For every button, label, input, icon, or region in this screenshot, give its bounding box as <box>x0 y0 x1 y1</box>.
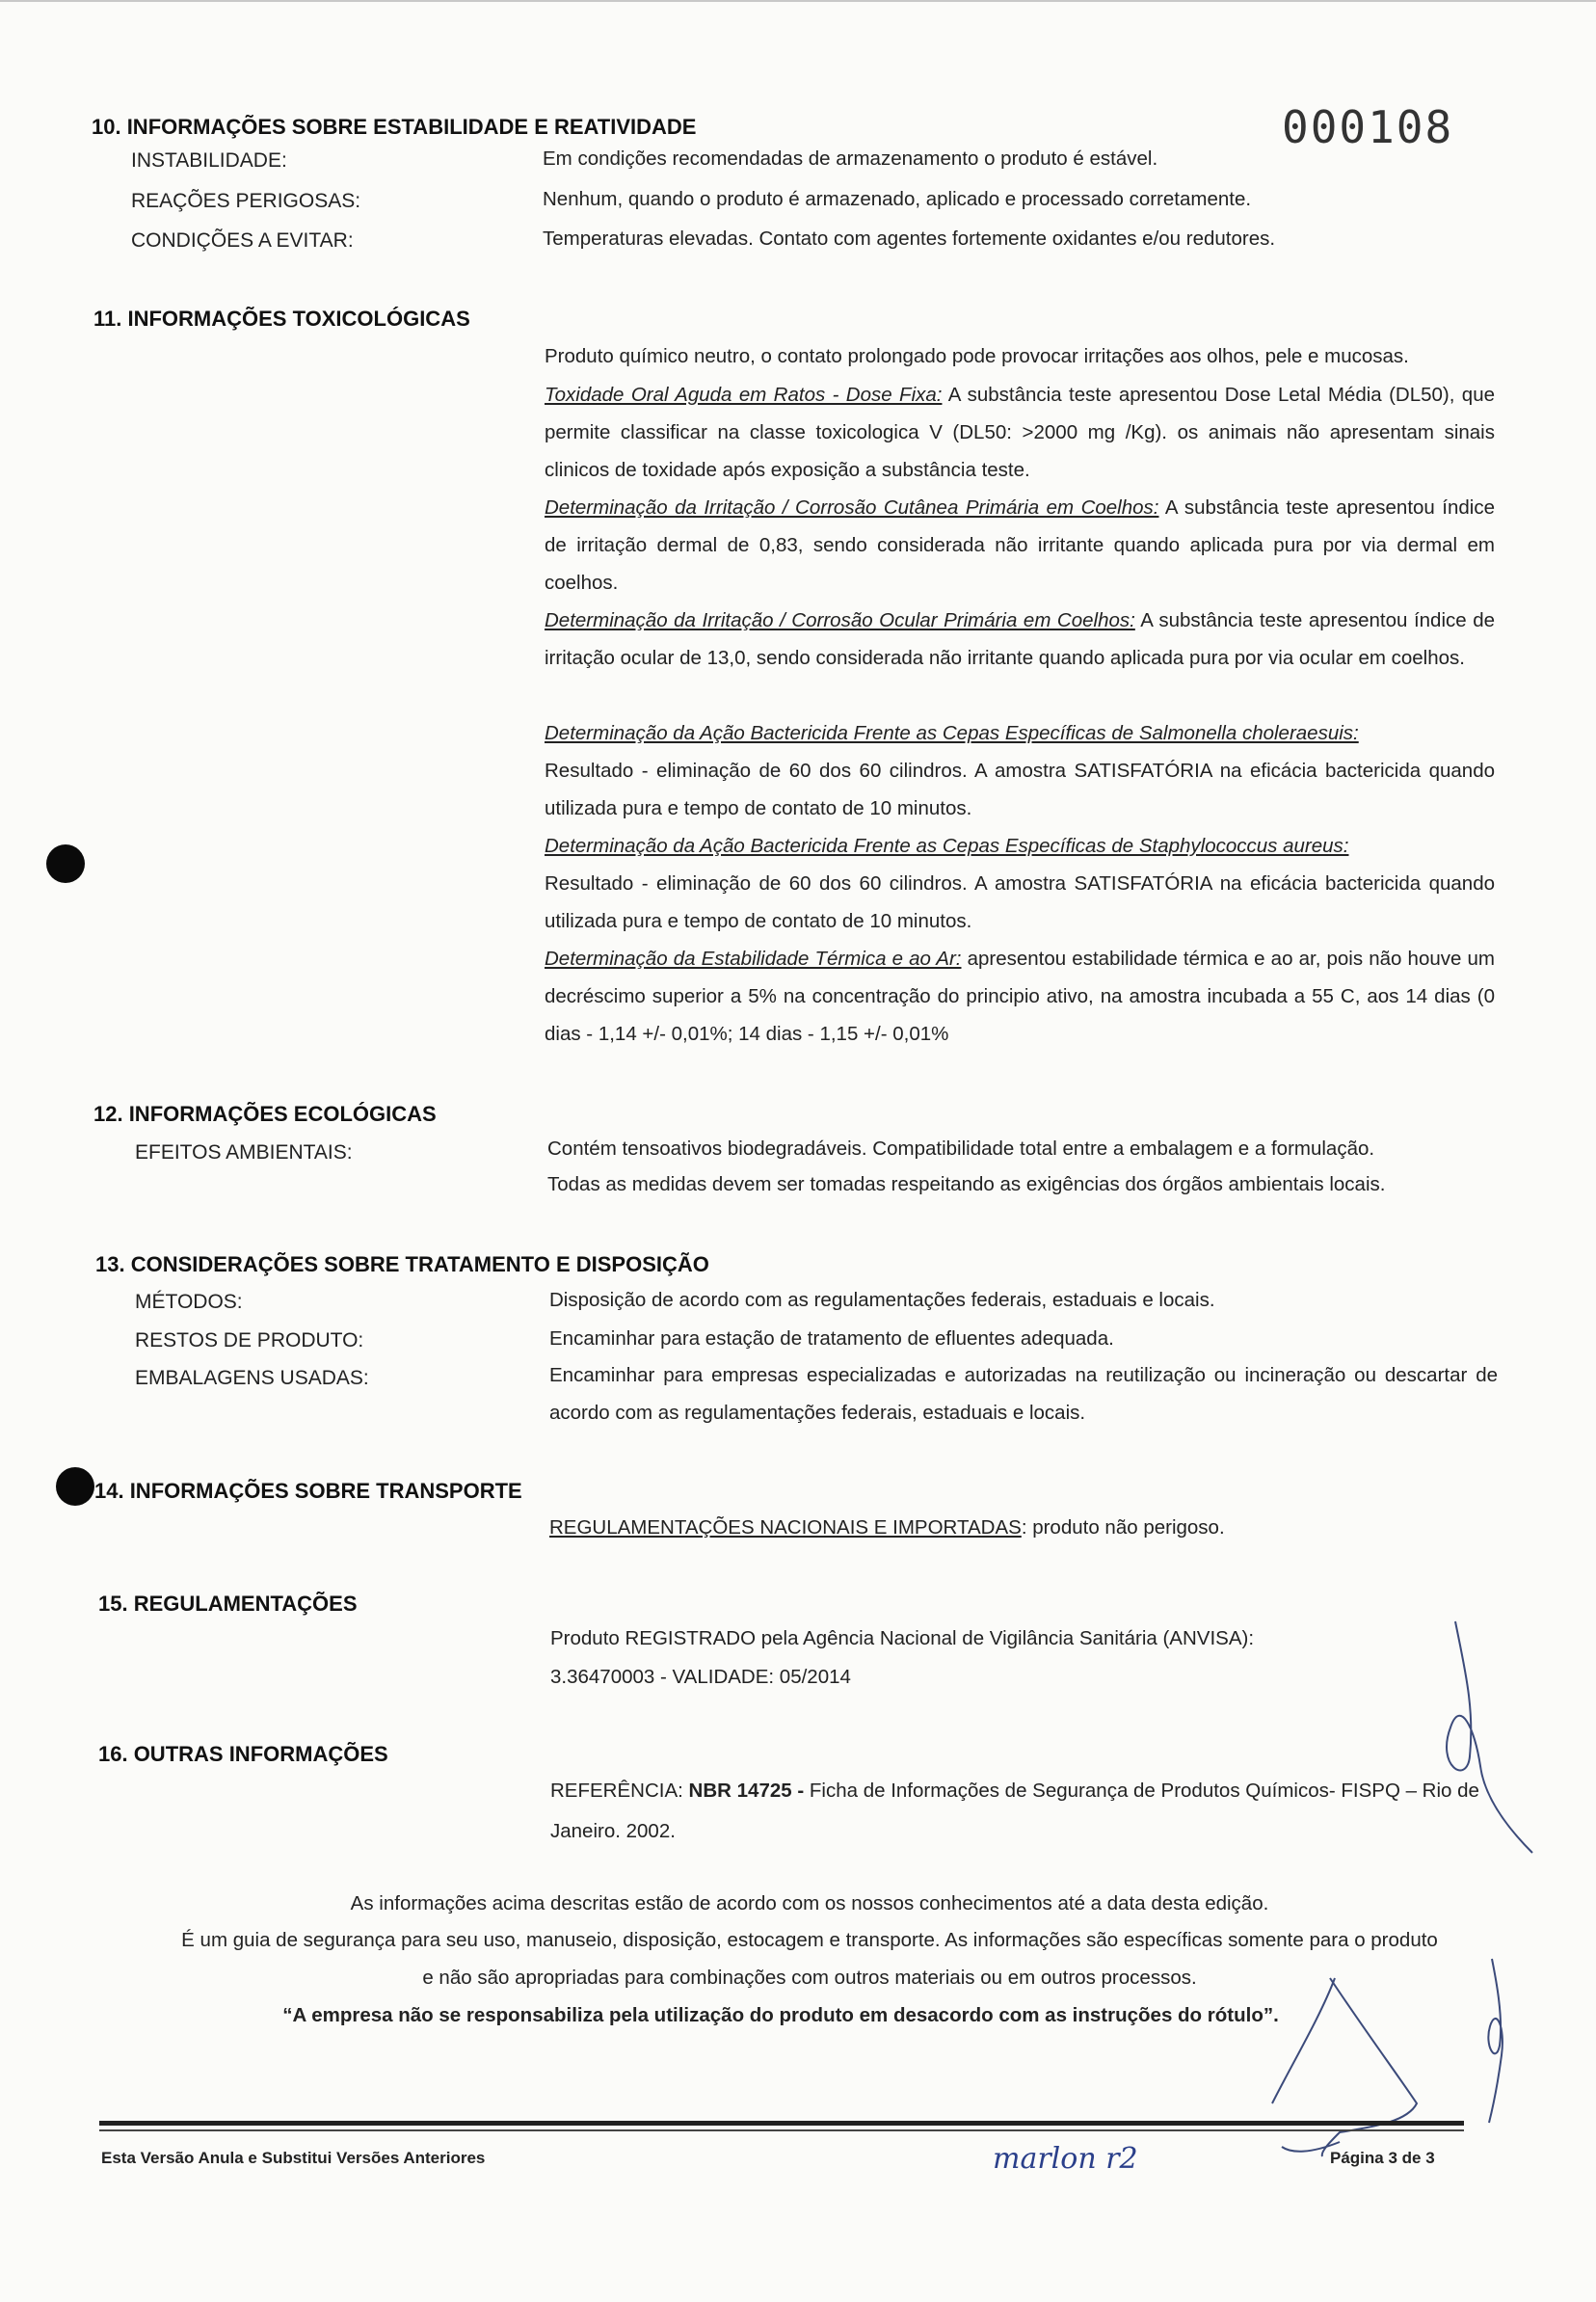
footer-page-number: Página 3 de 3 <box>1330 2149 1435 2167</box>
section-13-title: 13. CONSIDERAÇÕES SOBRE TRATAMENTO E DISPOSIÇÃO <box>95 1252 709 1276</box>
tox-dermal-text: A substância teste apresentou índice de irritação dermal de 0,83, sendo considerada não irritante quando aplicada pura por via dermal em coelhos. <box>545 496 1495 594</box>
tox-thermal-paragraph <box>545 940 1495 1053</box>
tox-thermal-heading: Determinação da Estabilidade Térmica e ao Ar: <box>545 948 962 970</box>
tox-staph-heading: Determinação da Ação Bactericida Frente as Cepas Específicas de Staphylococcus aureus: <box>545 835 1349 857</box>
condicoes-label: CONDIÇÕES A EVITAR: <box>131 229 354 252</box>
restos-value: Encaminhar para estação de tratamento de efluentes adequada. <box>549 1327 1114 1350</box>
tox-staph-text: Resultado - eliminação de 60 dos 60 cilindros. A amostra SATISFATÓRIA na eficácia bactericida quando utilizada pura e tempo de contato de 10 minutos. <box>545 872 1495 932</box>
reacoes-value: Nenhum, quando o produto é armazenado, aplicado e processado corretamente. <box>543 188 1252 210</box>
referencia-nbr: NBR 14725 - <box>688 1780 805 1802</box>
footer-version-note: Esta Versão Anula e Substitui Versões Anteriores <box>101 2149 486 2167</box>
tox-dermal-paragraph <box>545 489 1495 602</box>
tox-dermal-heading: Determinação da Irritação / Corrosão Cutânea Primária em Coelhos: <box>545 496 1159 519</box>
tox-salmonella-text: Resultado - eliminação de 60 dos 60 cilindros. A amostra SATISFATÓRIA na eficácia bactericida quando utilizada pura e tempo de contato de 10 minutos. <box>545 760 1495 819</box>
embalagens-label: EMBALAGENS USADAS: <box>135 1367 369 1389</box>
instabilidade-value: Em condições recomendadas de armazenamento o produto é estável. <box>543 147 1158 170</box>
condicoes-value: Temperaturas elevadas. Contato com agentes fortemente oxidantes e/ou redutores. <box>543 228 1276 250</box>
regulamentacoes-line-2: 3.36470003 - VALIDADE: 05/2014 <box>550 1666 851 1688</box>
section-16-title: 16. OUTRAS INFORMAÇÕES <box>98 1742 388 1766</box>
closing-line-1: As informações acima descritas estão de acordo com os nossos conhecimentos até a data desta edição. <box>350 1892 1269 1914</box>
tox-salmonella-paragraph <box>545 714 1495 827</box>
footer-rule-thick <box>99 2121 1464 2126</box>
tox-ocular-heading: Determinação da Irritação / Corrosão Ocular Primária em Coelhos: <box>545 609 1135 631</box>
section-14-title: 14. INFORMAÇÕES SOBRE TRANSPORTE <box>94 1479 522 1503</box>
tox-intro: Produto químico neutro, o contato prolongado pode provocar irritações aos olhos, pele e mucosas. <box>545 345 1409 367</box>
footer-rule-thin <box>99 2129 1464 2131</box>
instabilidade-label: INSTABILIDADE: <box>131 149 287 172</box>
tox-oral-paragraph <box>545 376 1495 489</box>
tox-staph-paragraph <box>545 827 1495 940</box>
section-11-title: 11. INFORMAÇÕES TOXICOLÓGICAS <box>93 307 470 331</box>
tox-ocular-paragraph <box>545 602 1495 677</box>
embalagens-value: Encaminhar para empresas especializadas e autorizadas na reutilização ou incineração ou descartar de acordo com as regulamentações federais, estaduais e locais. <box>549 1364 1498 1424</box>
section-15-title: 15. REGULAMENTAÇÕES <box>98 1592 358 1616</box>
transporte-text <box>549 1509 1225 1547</box>
metodos-label: MÉTODOS: <box>135 1291 243 1313</box>
efeitos-line-2: Todas as medidas devem ser tomadas respeitando as exigências dos órgãos ambientais locais. <box>547 1173 1386 1195</box>
efeitos-line-1: Contém tensoativos biodegradáveis. Compatibilidade total entre a embalagem e a formulação. <box>547 1138 1375 1160</box>
closing-disclaimer: “A empresa não se responsabiliza pela utilização do produto em desacordo com as instruções do rótulo”. <box>282 2004 1279 2026</box>
section-10-title: 10. INFORMAÇÕES SOBRE ESTABILIDADE E REATIVIDADE <box>92 115 697 139</box>
punch-hole-2 <box>56 1467 94 1506</box>
transporte-heading: REGULAMENTAÇÕES NACIONAIS E IMPORTADAS <box>549 1516 1022 1539</box>
regulamentacoes-line-1: Produto REGISTRADO pela Agência Nacional de Vigilância Sanitária (ANVISA): <box>550 1627 1255 1649</box>
referencia-label: REFERÊNCIA: <box>550 1780 689 1802</box>
tox-oral-text: A substância teste apresentou Dose Letal Média (DL50), que permite classificar na classe toxicologica V (DL50: >2000 mg /Kg). os animais não apresentam sinais clinicos de toxidade após exposição a substância teste. <box>545 384 1495 481</box>
closing-line-3: e não são apropriadas para combinações com outros materiais ou em outros processos. <box>422 1967 1197 1989</box>
handwritten-initials: marlon r2 <box>993 2142 1138 2176</box>
tox-thermal-text: apresentou estabilidade térmica e ao ar, pois não houve um decréscimo superior a 5% na concentração do principio ativo, na amostra incubada a 55 C, aos 14 dias (0 dias - 1,14 +/- 0,01%; 14 dias - 1,15 +/- 0,01% <box>545 948 1495 1045</box>
punch-hole-1 <box>46 844 85 883</box>
section-12-title: 12. INFORMAÇÕES ECOLÓGICAS <box>93 1102 437 1126</box>
restos-label: RESTOS DE PRODUTO: <box>135 1329 364 1352</box>
closing-line-2: É um guia de segurança para seu uso, manuseio, disposição, estocagem e transporte. As informações são específicas somente para o produto <box>181 1929 1438 1951</box>
tox-oral-heading: Toxidade Oral Aguda em Ratos - Dose Fixa: <box>545 384 943 406</box>
transporte-body: : produto não perigoso. <box>1021 1516 1225 1539</box>
signature-scribble <box>1253 1564 1542 2161</box>
reacoes-label: REAÇÕES PERIGOSAS: <box>131 190 361 212</box>
stamp-number: 000108 <box>1282 101 1454 153</box>
tox-salmonella-heading: Determinação da Ação Bactericida Frente as Cepas Específicas de Salmonella choleraesuis: <box>545 722 1359 744</box>
referencia-body: Ficha de Informações de Segurança de Produtos Químicos- FISPQ – Rio de Janeiro. 2002. <box>550 1780 1479 1842</box>
efeitos-label: EFEITOS AMBIENTAIS: <box>135 1141 353 1164</box>
metodos-value: Disposição de acordo com as regulamentações federais, estaduais e locais. <box>549 1289 1215 1311</box>
tox-ocular-text: A substância teste apresentou índice de irritação ocular de 13,0, sendo considerada não irritante quando aplicada pura por via ocular em coelhos. <box>545 609 1495 669</box>
